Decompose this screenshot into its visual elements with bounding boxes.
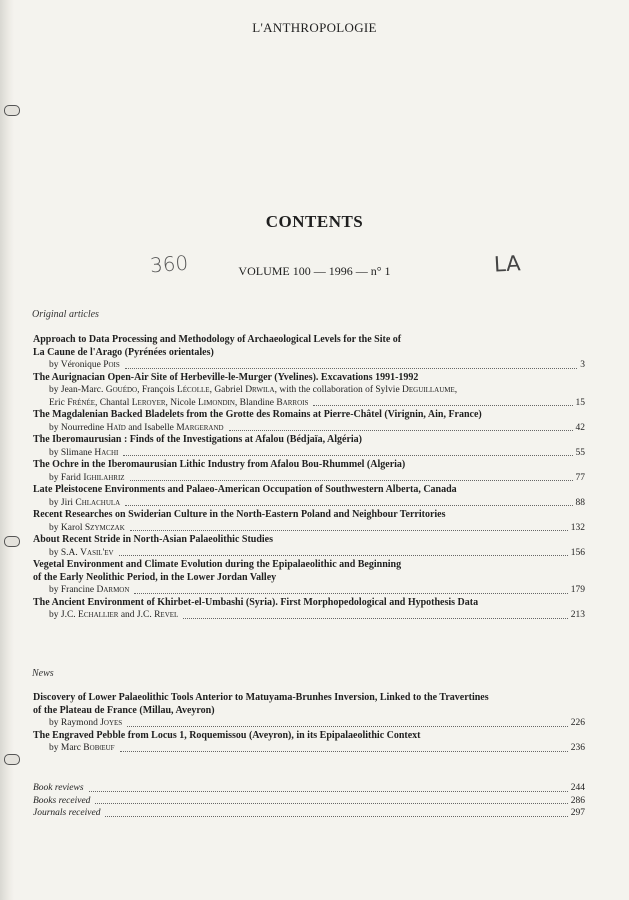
toc-entry[interactable] (33, 730, 585, 755)
leader-dots (95, 803, 567, 804)
entry-label: Books received (33, 795, 91, 806)
byline: and J.C. (118, 610, 155, 620)
leader-dots (119, 555, 568, 556)
page-number: 213 (570, 610, 585, 620)
page-number: 156 (570, 547, 585, 558)
byline: , François (137, 385, 177, 395)
byline: by J.C. (49, 610, 79, 620)
volume-line: VOLUME 100 — 1996 — n° 1 (238, 264, 391, 278)
author: Limondin (198, 397, 235, 408)
page-number: 286 (570, 795, 585, 806)
author: Szymczak (84, 522, 125, 533)
author: Pois (103, 360, 120, 370)
page-number: 42 (575, 422, 585, 433)
toc-entry-books-received[interactable] (33, 795, 585, 808)
misc-list (33, 782, 585, 820)
entry-title: Late Pleistocene Environments and Palaeo-American Occupation of Southwestern Alberta, Canada (33, 484, 457, 495)
entry-title: of the Early Neolithic Period, in the Lower Jordan Valley (33, 571, 277, 583)
entry-title: Vegetal Environment and Climate Evolution during the Epipalaeolithic and Beginning (33, 559, 402, 570)
toc-entry[interactable] (33, 509, 585, 534)
entry-title: The Iberomaurusian : Finds of the Investigations at Afalou (Bédjaïa, Algéria) (33, 434, 362, 445)
author: Ighilahriz (83, 472, 125, 483)
leader-dots (89, 791, 568, 792)
byline: , Chantal (95, 397, 132, 408)
leader-dots (125, 368, 577, 369)
page-title: CONTENTS (265, 212, 364, 231)
byline: by Slimane (49, 447, 95, 458)
leader-dots (125, 505, 572, 506)
author: Margerand (176, 422, 224, 433)
byline: by Francine (49, 585, 97, 595)
leader-dots (134, 593, 567, 594)
author: Chlachula (75, 497, 121, 508)
toc-entry[interactable] (33, 434, 585, 459)
toc-entry[interactable] (33, 372, 585, 410)
byline: , with the collaboration of Sylvie (274, 385, 403, 395)
toc-entry[interactable] (33, 334, 585, 372)
toc-entry-book-reviews[interactable] (33, 782, 585, 795)
author: Barrois (276, 397, 309, 408)
author: Vasil'ev (80, 547, 114, 558)
entry-title: The Ochre in the Iberomaurusian Lithic Industry from Afalou Bou-Rhummel (Algeria) (33, 459, 406, 470)
byline: , Gabriel (209, 385, 246, 395)
page-number: 132 (570, 522, 585, 533)
leader-dots (127, 726, 568, 727)
binding-hole (4, 754, 20, 765)
running-head: L'ANTHROPOLOGIE (252, 20, 377, 35)
byline: by Jean-Marc. (49, 385, 106, 395)
leader-dots (123, 455, 572, 456)
byline: by Farid (49, 472, 84, 483)
author: Gouédo (105, 385, 138, 395)
byline: by Marc (49, 743, 84, 753)
handwritten-initials: LA (493, 251, 522, 277)
byline: by Karol (49, 522, 85, 533)
page-number: 179 (570, 585, 585, 595)
original-articles-list (33, 334, 585, 622)
byline: by Raymond (49, 718, 101, 728)
author: Frénée (67, 397, 96, 408)
page-number: 77 (575, 472, 585, 483)
leader-dots (120, 751, 568, 752)
author: Bobœuf (83, 743, 115, 753)
author: Hachi (94, 447, 119, 458)
toc-entry[interactable] (33, 409, 585, 434)
leader-dots (105, 816, 567, 817)
entry-title: Discovery of Lower Palaeolithic Tools Anterior to Matuyama-Brunhes Inversion, Linked to the Travertines (33, 692, 489, 703)
page-binding-edge (0, 0, 14, 900)
byline: Eric (49, 397, 68, 408)
toc-entry[interactable] (33, 597, 585, 622)
toc-entry-journals-received[interactable] (33, 807, 585, 820)
leader-dots (183, 618, 567, 619)
author: Haïd (106, 422, 126, 433)
author: Deguillaume (402, 385, 455, 395)
author: Echallier (78, 610, 119, 620)
toc-entry[interactable] (33, 692, 585, 730)
section-label-news: News (32, 668, 54, 679)
byline: by Jiri (49, 497, 76, 508)
entry-title: La Caune de l'Arago (Pyrénées orientales) (33, 346, 214, 358)
entry-title: The Magdalenian Backed Bladelets from the Grotte des Romains at Pierre-Châtel (Virignin, Ain, France) (33, 409, 482, 420)
entry-title: Approach to Data Processing and Methodology of Archaeological Levels for the Site of (33, 334, 402, 345)
entry-title: Recent Researches on Swiderian Culture in the North-Eastern Poland and Neighbour Territories (33, 509, 446, 520)
page-number: 244 (570, 783, 585, 793)
byline: by Nourredine (49, 422, 107, 433)
page-number: 3 (580, 360, 585, 370)
byline: , Nicole (165, 397, 198, 408)
toc-entry[interactable] (33, 559, 585, 597)
entry-label: Journals received (33, 808, 101, 818)
entry-title: of the Plateau de France (Millau, Aveyron) (33, 704, 215, 716)
byline: and Isabelle (125, 422, 177, 433)
binding-hole (4, 536, 20, 547)
author: Revel (154, 610, 179, 620)
author: Joyes (100, 718, 123, 728)
entry-title: About Recent Stride in North-Asian Palaeolithic Studies (33, 534, 273, 545)
toc-entry[interactable] (33, 534, 585, 559)
toc-entry[interactable] (33, 484, 585, 509)
entry-title: The Aurignacian Open-Air Site of Herbeville-le-Murger (Yvelines). Excavations 1991-1992 (33, 371, 419, 383)
binding-hole (4, 105, 20, 116)
toc-entry[interactable] (33, 459, 585, 484)
page-number: 297 (570, 808, 585, 818)
byline: by Véronique (49, 360, 104, 370)
section-label-original-articles: Original articles (32, 309, 99, 320)
entry-title: The Engraved Pebble from Locus 1, Roquemissou (Aveyron), in its Epipalaeolithic Context (33, 729, 421, 741)
entry-label: Book reviews (33, 783, 84, 793)
leader-dots (130, 480, 573, 481)
byline: by S.A. (49, 547, 81, 558)
page-number: 55 (575, 447, 585, 458)
page-number: 15 (575, 397, 585, 408)
page-number: 88 (575, 497, 585, 508)
author: Leroyer (131, 397, 166, 408)
leader-dots (229, 430, 573, 431)
page-number: 236 (570, 743, 585, 753)
author: Lécolle (176, 385, 210, 395)
leader-dots (313, 405, 572, 406)
page-number: 226 (570, 718, 585, 728)
leader-dots (130, 530, 568, 531)
news-list (33, 692, 585, 755)
byline: , (454, 385, 458, 395)
author: Darmon (96, 585, 130, 595)
entry-title: The Ancient Environment of Khirbet-el-Umbashi (Syria). First Morphopedological and Hypothesis Data (33, 596, 479, 608)
handwritten-number: 360 (149, 250, 189, 278)
byline: , Blandine (234, 397, 277, 408)
author: Drwila (245, 385, 275, 395)
